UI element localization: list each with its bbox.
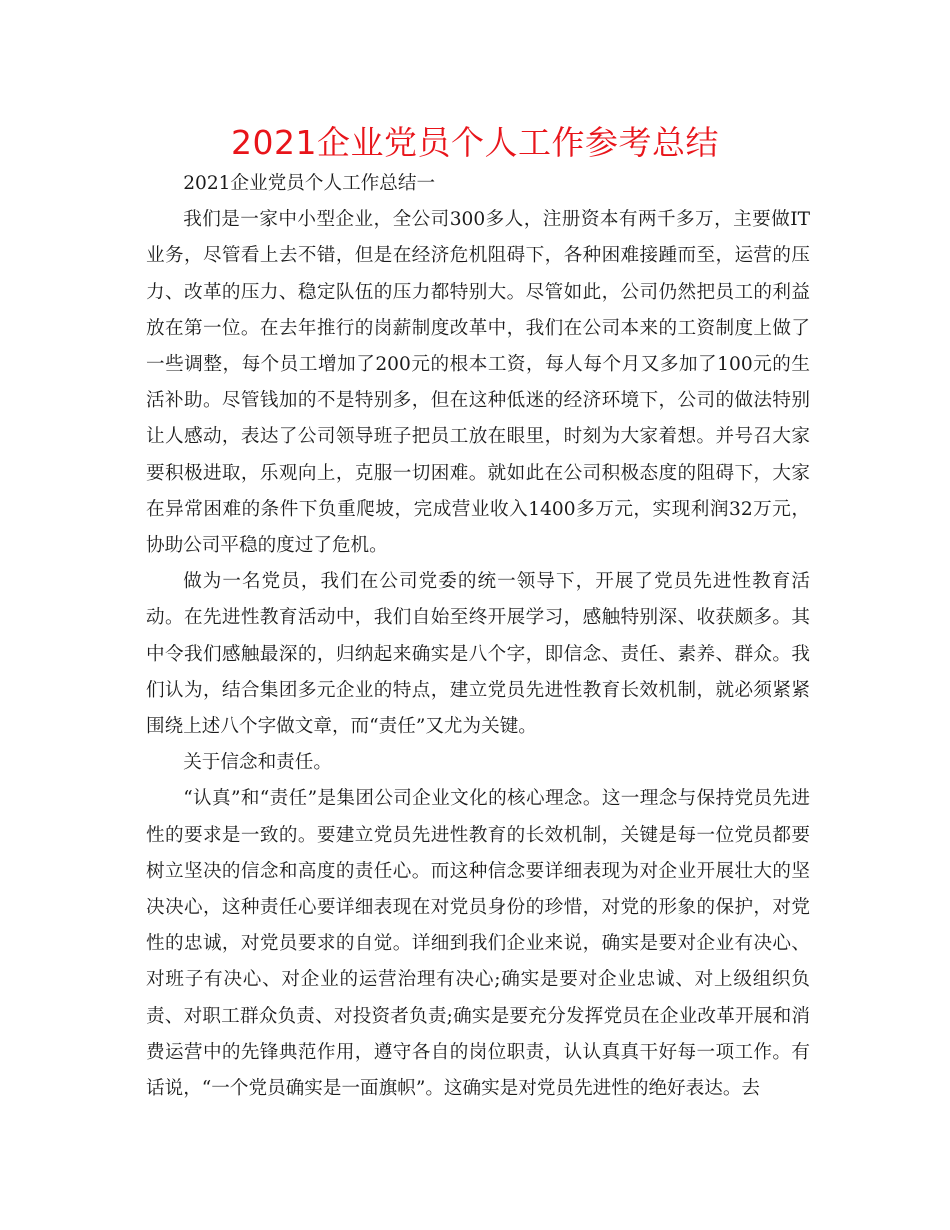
document-title: 2021企业党员个人工作参考总结 [231, 123, 719, 162]
body-paragraph: 做为一名党员，我们在公司党委的统一领导下，开展了党员先进性教育活动。在先进性教育活动中，我们自始至终开展学习，感触特别深、收获颇多。其中令我们感触最深的，归纳起来确实是八个字，即信念、责任、素养、群众。我们认为，结合集团多元企业的特点，建立党员先进性教育长效机制，就必须紧紧围绕上述八个字做文章，而“责任”又尤为关键。 [146, 571, 810, 738]
body-paragraph: “认真”和“责任”是集团公司企业文化的核心理念。这一理念与保持党员先进性的要求是一致的。要建立党员先进性教育的长效机制，关键是每一位党员都要树立坚决的信念和高度的责任心。而这种信念要详细表现为对企业开展壮大的坚决决心，这种责任心要详细表现在对党员身份的珍惜，对党的形象的保护，对党性的忠诚，对党员要求的自觉。详细到我们企业来说，确实是要对企业有决心、对班子有决心、对企业的运营治理有决心;确实是要对企业忠诚、对上级组织负责、对职工群众负责、对投资者负责;确实是要充分发挥党员在企业改革开展和消费运营中的先锋典范作用，遵守各自的岗位职责，认认真真干好每一项工作。有话说，“一个党员确实是一面旗帜”。这确实是对党员先进性的绝好表达。去 [146, 788, 810, 1100]
subsection-heading: 关于信念和责任。 [183, 752, 332, 774]
body-paragraph: 我们是一家中小型企业，全公司300多人，注册资本有两千多万，主要做IT业务，尽管看上去不错，但是在经济危机阻碍下，各种困难接踵而至，运营的压力、改革的压力、稳定队伍的压力都特别大。尽管如此，公司仍然把员工的利益放在第一位。在去年推行的岗薪制度改革中，我们在公司本来的工资制度上做了一些调整，每个员工增加了200元的根本工资，每人每个月又多加了100元的生活补助。尽管钱加的不是特别多，但在这种低迷的经济环境下，公司的做法特别让人感动，表达了公司领导班子把员工放在眼里，时刻为大家着想。并号召大家要积极进取，乐观向上，克服一切困难。就如此在公司积极态度的阻碍下，大家在异常困难的条件下负重爬坡，完成营业收入1400多万元，实现利润32万元，协助公司平稳的度过了危机。 [146, 209, 810, 557]
section-heading: 2021企业党员个人工作总结一 [183, 173, 436, 194]
document-body [146, 166, 810, 1107]
